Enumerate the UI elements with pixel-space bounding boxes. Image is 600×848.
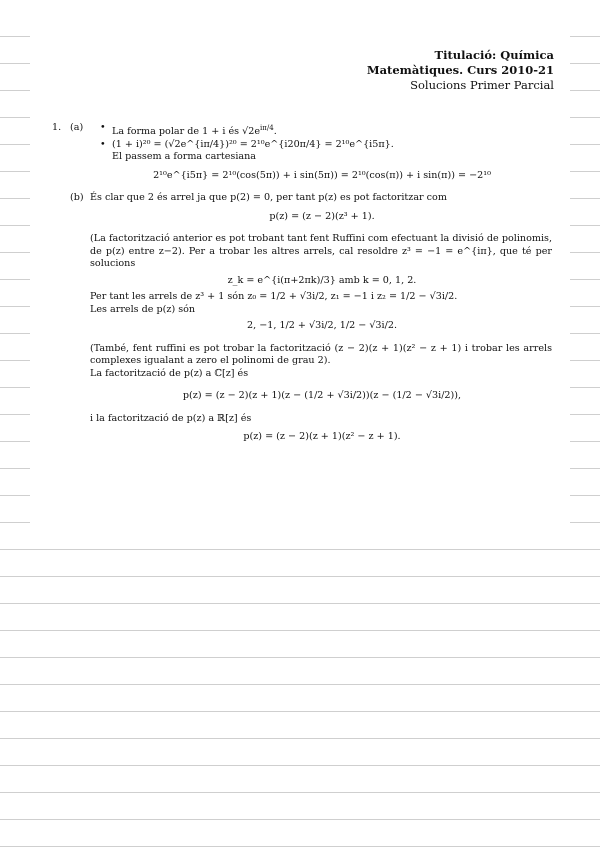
- part-b-label: (b): [70, 192, 84, 204]
- part-b: [52, 192, 552, 205]
- complex-factorization: p(z) = (z − 2)(z + 1)(z − (1/2 + √3i/2))(z − (1/2 − √3i/2)),: [182, 390, 462, 402]
- bullet-marker: •: [100, 138, 106, 150]
- cartesian-equation: 2¹⁰e^{i5π} = 2¹⁰(cos(5π)) + i sin(5π)) = 2¹⁰(cos(π)) + i sin(π)) = −2¹⁰: [153, 169, 491, 181]
- ruffini-paragraph: (La factorització anterior es pot trobant tant fent Ruffini com efectuant la divisió de polinomis, de p(z) entre z−2). Per a trobar les altres arrels, cal resoldre z³ = −1 = e^{iπ}, que té per solucions: [90, 233, 552, 270]
- document-page: [30, 18, 570, 530]
- also-paragraph: (També, fent ruffini es pot trobar la factorització (z − 2)(z + 1)(z² − z + 1) i trobar les arrels complexes igualant a zero el polinomi de grau 2).: [90, 342, 552, 367]
- factor-equation: p(z) = (z − 2)(z³ + 1).: [269, 210, 375, 222]
- bullet-1-exponent: iπ/4: [260, 124, 274, 132]
- roots-z3: Per tant les arrels de z³ + 1 són z₀ = 1/2 + √3i/2, z₁ = −1 i z₂ = 1/2 − √3i/2.: [90, 291, 458, 303]
- real-intro: i la factorització de p(z) a ℝ[z] és: [90, 412, 252, 424]
- roots-p-equation: 2, −1, 1/2 + √3i/2, 1/2 − √3i/2.: [247, 320, 397, 332]
- real-factorization: p(z) = (z − 2)(z + 1)(z² − z + 1).: [243, 431, 401, 443]
- bullet-marker: •: [100, 122, 106, 133]
- zk-equation: z_k = e^{i(π+2πk)/3} amb k = 0, 1, 2.: [227, 274, 417, 286]
- solution-body: [52, 122, 552, 444]
- roots-p-intro: Les arrels de p(z) són: [90, 303, 196, 315]
- root-text: És clar que 2 és arrel ja que p(2) = 0, per tant p(z) es pot factoritzar com: [90, 192, 447, 204]
- part-a: [52, 122, 552, 139]
- complex-intro: La factorització de p(z) a ℂ[z] és: [90, 367, 249, 379]
- bullet-1: La forma polar de 1 + i és $√2e^{i\pi/4}$.: [112, 124, 277, 138]
- part-a-bullet-2-row: [52, 139, 552, 152]
- bullet-1-text: La forma polar de 1 + i és √2e: [112, 126, 261, 138]
- part-a-label: (a): [70, 122, 84, 133]
- titulacio-line: Titulació: Química: [434, 48, 554, 62]
- bullet-2: (1 + i)²⁰ = (√2e^{iπ/4})²⁰ = 2¹⁰e^{i20π/4} = 2¹⁰e^{i5π}.: [112, 138, 394, 150]
- document-header: [367, 48, 554, 93]
- subtitle-line: Solucions Primer Parcial: [410, 78, 554, 92]
- problem-number: 1.: [52, 122, 62, 133]
- cartesian-intro: El passem a forma cartesiana: [112, 151, 257, 163]
- course-line: Matemàtiques. Curs 2010-21: [366, 63, 554, 77]
